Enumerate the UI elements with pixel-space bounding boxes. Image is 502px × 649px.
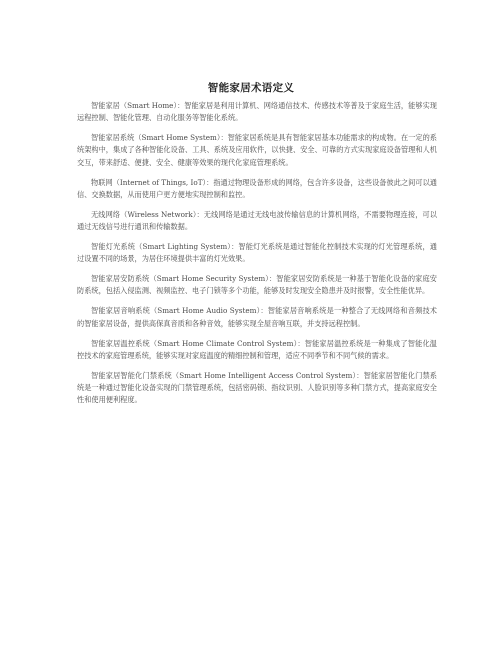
paragraph-wireless-network: 无线网络（Wireless Network）：无线网络是通过无线电波传输信息的计算机网络，不需要物理连接，可以通过无线信号进行通讯和传输数据。 (77, 209, 437, 232)
paragraph-iot: 物联网（Internet of Things, IoT）：指通过物理设备形成的网络，包含许多设备，这些设备彼此之间可以通信、交换数据，从而使用户更方便地实现控制和监控。 (77, 177, 437, 199)
paragraph-smart-home-system: 智能家居系统（Smart Home System）：智能家居系统是具有智能家居基本功能需求的构成物。在一定的系统架构中，集成了各种智能化设备、工具、系统及应用软件，以快捷、安全、可靠的方式实现家庭设备管理和人机交互，带来舒适、便捷、安全、健康等效果的现代化家庭管理系统。 (77, 133, 437, 167)
paragraph-audio-system: 智能家居音响系统（Smart Home Audio System）：智能家居音响系统是一种整合了无线网络和音频技术的智能家居设备，提供高保真音质和各种音效，能够实现全屋音响互联，并支持远程控制。 (77, 306, 437, 328)
paragraph-security-system: 智能家居安防系统（Smart Home Security System）：智能家居安防系统是一种基于智能化设备的家庭安防系统，包括入侵监测、视频监控、电子门锁等多个功能，能够及时发现安全隐患并及时报警，安全性能优异。 (77, 274, 437, 296)
paragraph-access-control: 智能家居智能化门禁系统（Smart Home Intelligent Access Control System）：智能家居智能化门禁系统是一种通过智能化设备实现的门禁管理系统，包括密码锁、指纹识别、人脸识别等多种门禁方式，提高家庭安全性和使用便利程度。 (77, 370, 437, 405)
document-body (77, 100, 437, 414)
paragraph-smart-home: 智能家居（Smart Home）：智能家居是利用计算机、网络通信技术、传感技术等普及于家庭生活，能够实现远程控制、智能化管理、自动化服务等智能化系统。 (77, 101, 437, 123)
document-title: 智能家居术语定义 (207, 82, 295, 94)
paragraph-climate-control: 智能家居温控系统（Smart Home Climate Control System）：智能家居温控系统是一种集成了智能化温控技术的家庭管理系统，能够实现对家庭温度的精细控制和管理，适应不同季节和不同气候的需求。 (77, 338, 437, 360)
paragraph-smart-lighting: 智能灯光系统（Smart Lighting System）：智能灯光系统是通过智能化控制技术实现的灯光管理系统，通过设置不同的场景，为居住环境提供丰富的灯光效果。 (77, 242, 437, 264)
